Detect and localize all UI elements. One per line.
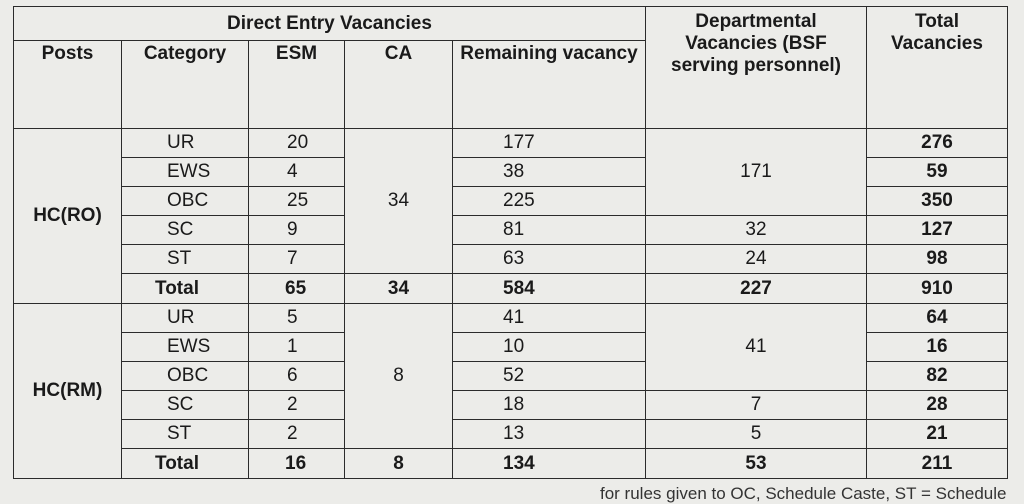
remaining-cell: 52	[453, 362, 646, 391]
total-cell: 28	[867, 391, 1008, 420]
remaining-cell: 225	[453, 187, 646, 216]
esm-cell: 6	[249, 362, 345, 391]
departmental-cell: 7	[646, 391, 867, 420]
remaining-header: Remaining vacancy	[453, 41, 646, 129]
ca-total: 34	[345, 274, 453, 304]
total-row	[14, 274, 1008, 304]
remaining-cell: 18	[453, 391, 646, 420]
remaining-cell: 63	[453, 245, 646, 274]
esm-cell: 2	[249, 391, 345, 420]
total-cell: 350	[867, 187, 1008, 216]
ca-header: CA	[345, 41, 453, 129]
footer-text: for rules given to OC, Schedule Caste, ST = Schedule	[600, 484, 1007, 503]
category-cell: UR	[122, 304, 249, 333]
table-row	[14, 129, 1008, 158]
category-cell: UR	[122, 129, 249, 158]
post-cell: HC(RO)	[14, 129, 122, 304]
departmental-cell: 5	[646, 420, 867, 449]
remaining-total: 584	[453, 274, 646, 304]
remaining-cell: 10	[453, 333, 646, 362]
esm-cell: 9	[249, 216, 345, 245]
category-cell: ST	[122, 245, 249, 274]
total-cell: 59	[867, 158, 1008, 187]
total-vacancies-header: Total Vacancies	[867, 7, 1008, 129]
category-cell: ST	[122, 420, 249, 449]
departmental-cell: 24	[646, 245, 867, 274]
vacancy-table	[13, 6, 1008, 479]
esm-total: 65	[249, 274, 345, 304]
esm-cell: 20	[249, 129, 345, 158]
remaining-cell: 41	[453, 304, 646, 333]
departmental-total: 227	[646, 274, 867, 304]
remaining-cell: 81	[453, 216, 646, 245]
total-cell: 276	[867, 129, 1008, 158]
category-cell: EWS	[122, 333, 249, 362]
ca-cell: 34	[345, 129, 453, 274]
departmental-cell: 41	[646, 304, 867, 391]
departmental-cell: 32	[646, 216, 867, 245]
remaining-cell: 38	[453, 158, 646, 187]
table-row	[14, 304, 1008, 333]
category-cell: SC	[122, 391, 249, 420]
esm-header: ESM	[249, 41, 345, 129]
total-cell: 21	[867, 420, 1008, 449]
remaining-cell: 177	[453, 129, 646, 158]
departmental-cell: 171	[646, 129, 867, 216]
total-cell: 98	[867, 245, 1008, 274]
ca-cell: 8	[345, 304, 453, 449]
table-row	[14, 216, 1008, 245]
esm-total: 16	[249, 449, 345, 479]
total-label: Total	[122, 449, 249, 479]
esm-cell: 1	[249, 333, 345, 362]
grand-total: 211	[867, 449, 1008, 479]
esm-cell: 5	[249, 304, 345, 333]
total-cell: 127	[867, 216, 1008, 245]
esm-cell: 25	[249, 187, 345, 216]
esm-cell: 4	[249, 158, 345, 187]
remaining-cell: 13	[453, 420, 646, 449]
departmental-header: Departmental Vacancies (BSF serving personnel)	[646, 7, 867, 129]
total-cell: 16	[867, 333, 1008, 362]
category-header: Category	[122, 41, 249, 129]
category-cell: SC	[122, 216, 249, 245]
ca-total: 8	[345, 449, 453, 479]
total-row	[14, 449, 1008, 479]
posts-header: Posts	[14, 41, 122, 129]
post-cell: HC(RM)	[14, 304, 122, 479]
direct-entry-header: Direct Entry Vacancies	[14, 7, 646, 41]
category-cell: OBC	[122, 362, 249, 391]
total-cell: 64	[867, 304, 1008, 333]
total-label: Total	[122, 274, 249, 304]
table-row	[14, 420, 1008, 449]
esm-cell: 7	[249, 245, 345, 274]
grand-total: 910	[867, 274, 1008, 304]
esm-cell: 2	[249, 420, 345, 449]
category-cell: EWS	[122, 158, 249, 187]
remaining-total: 134	[453, 449, 646, 479]
table-row	[14, 391, 1008, 420]
total-cell: 82	[867, 362, 1008, 391]
departmental-total: 53	[646, 449, 867, 479]
table-row	[14, 245, 1008, 274]
category-cell: OBC	[122, 187, 249, 216]
